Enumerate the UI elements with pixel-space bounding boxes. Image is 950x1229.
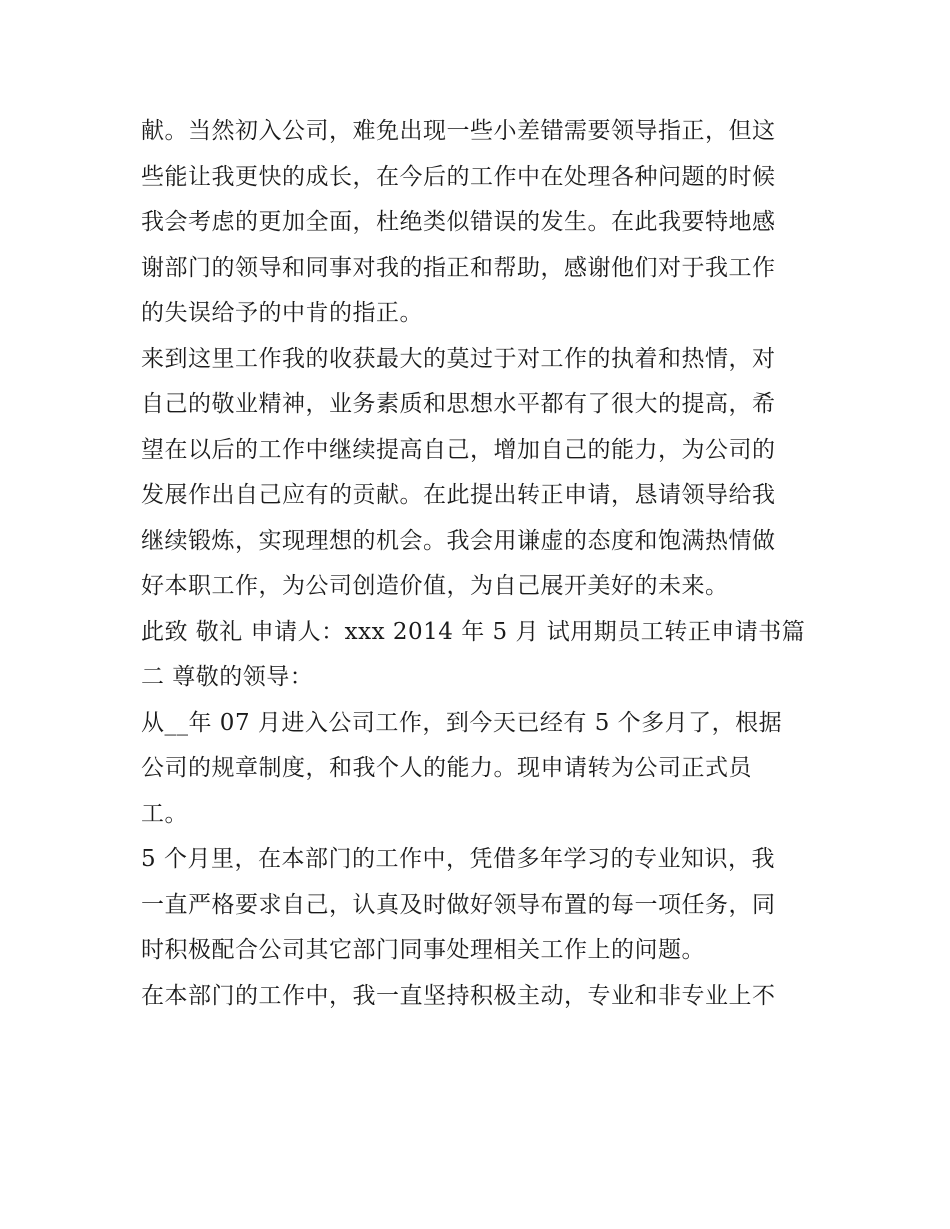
text-line: 望在以后的工作中继续提高自己，增加自己的能力，为公司的: [141, 436, 776, 463]
text-line: 在本部门的工作中，我一直坚持积极主动，专业和非专业上不: [141, 982, 776, 1009]
text-line: 献。当然初入公司，难免出现一些小差错需要领导指正，但这: [141, 118, 776, 144]
text-line: 此致 敬礼 申请人：xxx 2014 年 5 月 试用期员工转正申请书篇: [141, 618, 806, 645]
text-line: 来到这里工作我的收获最大的莫过于对工作的执着和热情，对: [141, 345, 776, 372]
text-line: 些能让我更快的成长，在今后的工作中在处理各种问题的时候: [141, 163, 776, 190]
text-line: 发展作出自己应有的贡献。在此提出转正申请，恳请领导给我: [141, 482, 776, 508]
text-line: 二 尊敬的领导：: [141, 664, 314, 690]
text-line: 的失误给予的中肯的指正。: [141, 300, 423, 326]
text-line: 时积极配合公司其它部门同事处理相关工作上的问题。: [141, 937, 705, 963]
text-line: 从__年 07 月进入公司工作，到今天已经有 5 个多月了，根据: [141, 709, 783, 736]
text-line: 继续锻炼，实现理想的机会。我会用谦虚的态度和饱满热情做: [141, 527, 776, 554]
text-line: 自己的敬业精神，业务素质和思想水平都有了很大的提高，希: [141, 391, 776, 417]
text-line: 我会考虑的更加全面，杜绝类似错误的发生。在此我要特地感: [141, 209, 776, 235]
text-line: 5 个月里，在本部门的工作中，凭借多年学习的专业知识，我: [141, 846, 775, 872]
text-line: 公司的规章制度，和我个人的能力。现申请转为公司正式员: [141, 755, 752, 781]
document-body: [141, 109, 821, 1019]
text-line: 谢部门的领导和同事对我的指正和帮助，感谢他们对于我工作: [141, 254, 776, 281]
text-line: 工。: [141, 800, 188, 827]
text-line: 好本职工作，为公司创造价值，为自己展开美好的未来。: [141, 573, 729, 599]
text-line: 一直严格要求自己，认真及时做好领导布置的每一项任务，同: [141, 891, 776, 918]
